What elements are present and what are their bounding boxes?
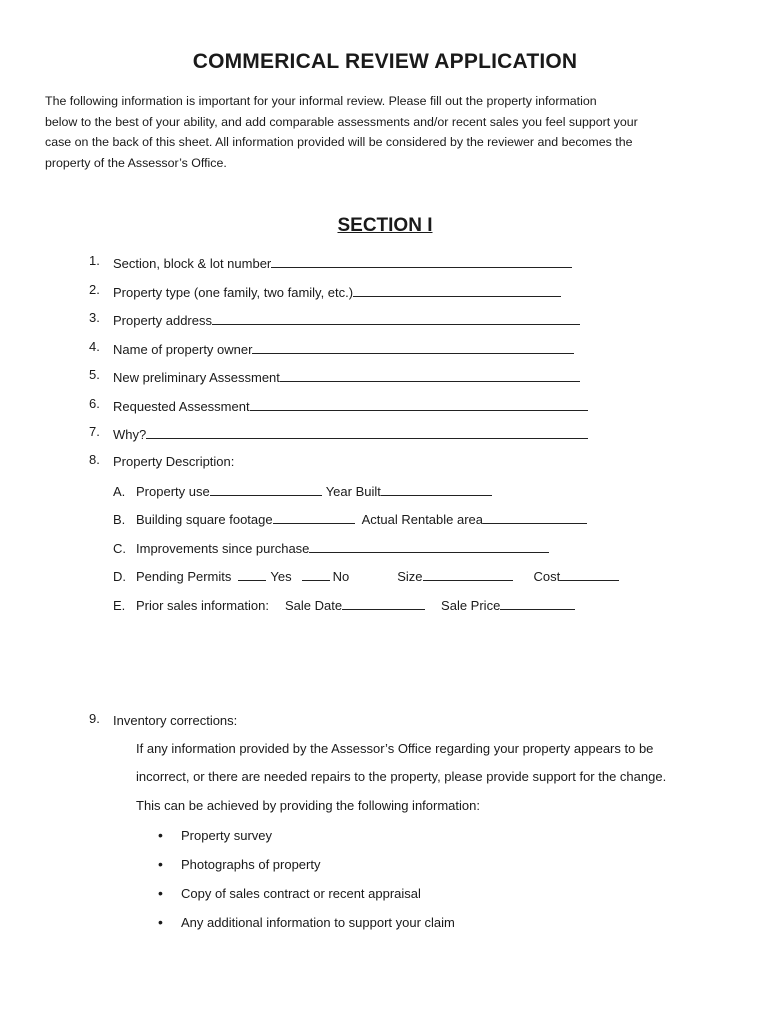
field-label: Why? [113,427,147,442]
field-prior-sales [113,595,575,615]
inventory-paragraph-line: incorrect, or there are needed repairs to the property, please provide support for the change. [136,769,667,784]
improvements-blank[interactable] [309,538,549,553]
no-label: No [332,569,350,584]
bullet-icon: • [158,827,163,843]
bullet-text: Property survey [181,828,273,843]
list-item [158,883,421,903]
field-label: Name of property owner [113,342,253,357]
section-block-lot-blank[interactable] [271,253,572,268]
intro-line: The following information is important for your informal review. Please fill out the property information [45,94,597,108]
size-label: Size [397,569,423,584]
field-label: Pending Permits [136,569,232,584]
inventory-corrections-heading [113,711,237,731]
requested-assessment-blank[interactable] [250,396,588,411]
field-label: New preliminary Assessment [113,370,280,385]
field-owner-name [113,339,574,359]
item-number: 8. [89,452,100,467]
property-address-blank[interactable] [212,310,580,325]
field-improvements [113,538,549,558]
size-blank[interactable] [423,566,513,581]
sale-date-blank[interactable] [342,595,425,610]
field-label: Inventory corrections: [113,713,238,728]
field-label: Building square footage [136,512,273,527]
field-property-address [113,310,580,330]
bullet-icon: • [158,856,163,872]
item-number: 6. [89,396,100,411]
sub-letter: A. [113,484,126,499]
sale-price-label: Sale Price [441,598,501,613]
rentable-area-blank[interactable] [483,509,587,524]
field-why [113,424,588,444]
field-requested-assessment [113,396,588,416]
permits-yes-blank[interactable] [238,566,266,581]
field-label: Year Built [325,484,381,499]
form-title: COMMERICAL REVIEW APPLICATION [192,50,578,73]
sub-letter: C. [113,541,126,556]
bullet-text: Copy of sales contract or recent appraisal [181,886,421,901]
list-item [158,825,272,845]
preliminary-assessment-blank[interactable] [280,367,580,382]
intro-paragraph [45,91,725,173]
field-label: Prior sales information: [136,598,269,613]
field-label: Improvements since purchase [136,541,310,556]
field-preliminary-assessment [113,367,580,387]
why-blank[interactable] [146,424,588,439]
field-label: Section, block & lot number [113,256,272,271]
bullet-text: Photographs of property [181,857,321,872]
intro-line: property of the Assessor’s Office. [45,155,227,170]
field-pending-permits [113,566,619,586]
year-built-blank[interactable] [381,481,492,496]
intro-line: below to the best of your ability, and add comparable assessments and/or recent sales you feel support your [45,114,638,129]
square-footage-blank[interactable] [273,509,355,524]
field-label: Property type (one family, two family, etc.) [113,285,354,300]
inventory-paragraph-line: If any information provided by the Assessor’s Office regarding your property appears to be [136,741,654,756]
cost-label: Cost [533,569,561,584]
item-number: 9. [89,711,100,726]
item-number: 5. [89,367,100,382]
field-label: Property address [113,313,212,328]
section-heading: SECTION I [337,215,433,236]
sale-price-blank[interactable] [500,595,575,610]
sub-letter: E. [113,598,126,613]
yes-label: Yes [270,569,292,584]
field-square-footage [113,509,587,529]
property-use-blank[interactable] [210,481,322,496]
sub-letter: D. [113,569,126,584]
item-number: 1. [89,253,100,268]
cost-blank[interactable] [560,566,619,581]
sale-date-label: Sale Date [284,598,343,613]
bullet-text: Any additional information to support your claim [181,915,455,930]
property-type-blank[interactable] [353,282,561,297]
field-label: Actual Rentable area [361,512,484,527]
field-property-use [113,481,492,501]
item-number: 2. [89,282,100,297]
field-label: Property Description: [113,454,235,469]
bullet-icon: • [158,885,163,901]
list-item [158,854,320,874]
permits-no-blank[interactable] [302,566,330,581]
list-item [158,912,455,932]
field-section-block-lot [113,253,572,273]
item-number: 3. [89,310,100,325]
intro-line: case on the back of this sheet. All information provided will be considered by the reviewer and becomes the [45,135,633,150]
owner-name-blank[interactable] [252,339,574,354]
item-number: 4. [89,339,100,354]
field-label: Requested Assessment [113,399,250,414]
property-description-heading [113,452,234,472]
item-number: 7. [89,424,100,439]
sub-letter: B. [113,512,126,527]
field-label: Property use [136,484,210,499]
bullet-icon: • [158,914,163,930]
inventory-paragraph-line: This can be achieved by providing the following information: [136,798,480,813]
field-property-type [113,282,561,302]
